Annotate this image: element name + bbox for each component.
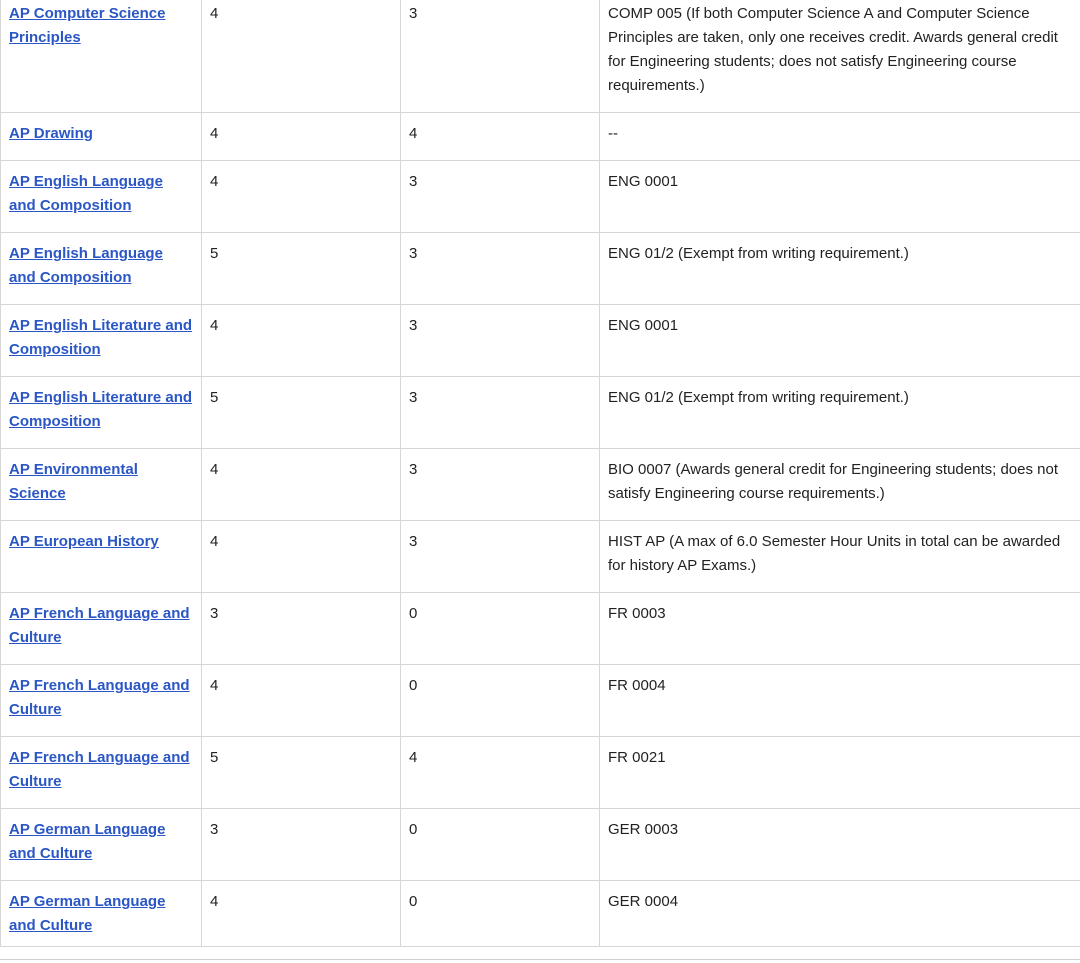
exam-cell — [1, 593, 202, 665]
exam-link[interactable]: AP French Language and Culture — [9, 749, 190, 790]
course-cell: HIST AP (A max of 6.0 Semester Hour Units in total can be awarded for history AP Exams.) — [600, 521, 1080, 593]
units-cell: 3 — [401, 449, 600, 521]
exam-cell — [1, 161, 202, 233]
units-cell: 0 — [401, 665, 600, 737]
table-row — [1, 0, 1080, 113]
course-cell: -- — [600, 113, 1080, 161]
score-cell: 3 — [202, 809, 401, 881]
table-row — [1, 113, 1080, 161]
exam-link[interactable]: AP French Language and Culture — [9, 605, 190, 646]
exam-cell — [1, 305, 202, 377]
units-cell: 0 — [401, 593, 600, 665]
table-row — [1, 233, 1080, 305]
units-cell: 0 — [401, 881, 600, 947]
table-row — [1, 809, 1080, 881]
table-row — [1, 161, 1080, 233]
score-cell: 4 — [202, 881, 401, 947]
exam-link[interactable]: AP European History — [9, 533, 159, 550]
course-cell: ENG 01/2 (Exempt from writing requirement.) — [600, 233, 1080, 305]
exam-link[interactable]: AP English Language and Composition — [9, 245, 163, 286]
exam-cell — [1, 113, 202, 161]
course-cell: ENG 0001 — [600, 305, 1080, 377]
score-cell: 4 — [202, 113, 401, 161]
score-cell: 4 — [202, 665, 401, 737]
score-cell: 4 — [202, 305, 401, 377]
units-cell: 4 — [401, 113, 600, 161]
course-cell: GER 0004 — [600, 881, 1080, 947]
course-cell: COMP 005 (If both Computer Science A and Computer Science Principles are taken, only one receives credit. Awards general credit for Engineering students; does not satisfy Engineering course requirements.) — [600, 0, 1080, 113]
exam-cell — [1, 233, 202, 305]
exam-link[interactable]: AP German Language and Culture — [9, 821, 166, 862]
exam-cell — [1, 881, 202, 947]
score-cell: 4 — [202, 0, 401, 113]
table-row — [1, 737, 1080, 809]
score-cell: 4 — [202, 521, 401, 593]
score-cell: 4 — [202, 161, 401, 233]
exam-cell — [1, 449, 202, 521]
table-row — [1, 881, 1080, 947]
units-cell: 3 — [401, 233, 600, 305]
course-cell: FR 0004 — [600, 665, 1080, 737]
units-cell: 3 — [401, 377, 600, 449]
table-row — [1, 665, 1080, 737]
table-bottom-border — [0, 959, 1080, 960]
exam-link[interactable]: AP German Language and Culture — [9, 893, 166, 934]
table-row — [1, 593, 1080, 665]
table-row — [1, 521, 1080, 593]
score-cell: 5 — [202, 233, 401, 305]
score-cell: 4 — [202, 449, 401, 521]
units-cell: 4 — [401, 737, 600, 809]
table-row — [1, 377, 1080, 449]
course-cell: GER 0003 — [600, 809, 1080, 881]
table-row — [1, 305, 1080, 377]
exam-cell — [1, 737, 202, 809]
score-cell: 3 — [202, 593, 401, 665]
units-cell: 3 — [401, 521, 600, 593]
course-cell: FR 0021 — [600, 737, 1080, 809]
exam-cell — [1, 377, 202, 449]
exam-cell — [1, 809, 202, 881]
units-cell: 0 — [401, 809, 600, 881]
score-cell: 5 — [202, 377, 401, 449]
exam-link[interactable]: AP Environmental Science — [9, 461, 138, 502]
units-cell: 3 — [401, 161, 600, 233]
exam-link[interactable]: AP English Literature and Composition — [9, 389, 193, 430]
units-cell: 3 — [401, 305, 600, 377]
exam-link[interactable]: AP French Language and Culture — [9, 677, 190, 718]
score-cell: 5 — [202, 737, 401, 809]
exam-link[interactable]: AP Drawing — [9, 125, 93, 142]
units-cell: 3 — [401, 0, 600, 113]
course-cell: ENG 01/2 (Exempt from writing requirement.) — [600, 377, 1080, 449]
table-row — [1, 449, 1080, 521]
course-cell: FR 0003 — [600, 593, 1080, 665]
exam-link[interactable]: AP English Literature and Composition — [9, 317, 193, 358]
exam-link[interactable]: AP Computer Science Principles — [9, 5, 166, 46]
exam-link[interactable]: AP English Language and Composition — [9, 173, 163, 214]
exam-cell — [1, 0, 202, 113]
course-cell: ENG 0001 — [600, 161, 1080, 233]
exam-cell — [1, 521, 202, 593]
course-cell: BIO 0007 (Awards general credit for Engineering students; does not satisfy Engineering course requirements.) — [600, 449, 1080, 521]
exam-cell — [1, 665, 202, 737]
